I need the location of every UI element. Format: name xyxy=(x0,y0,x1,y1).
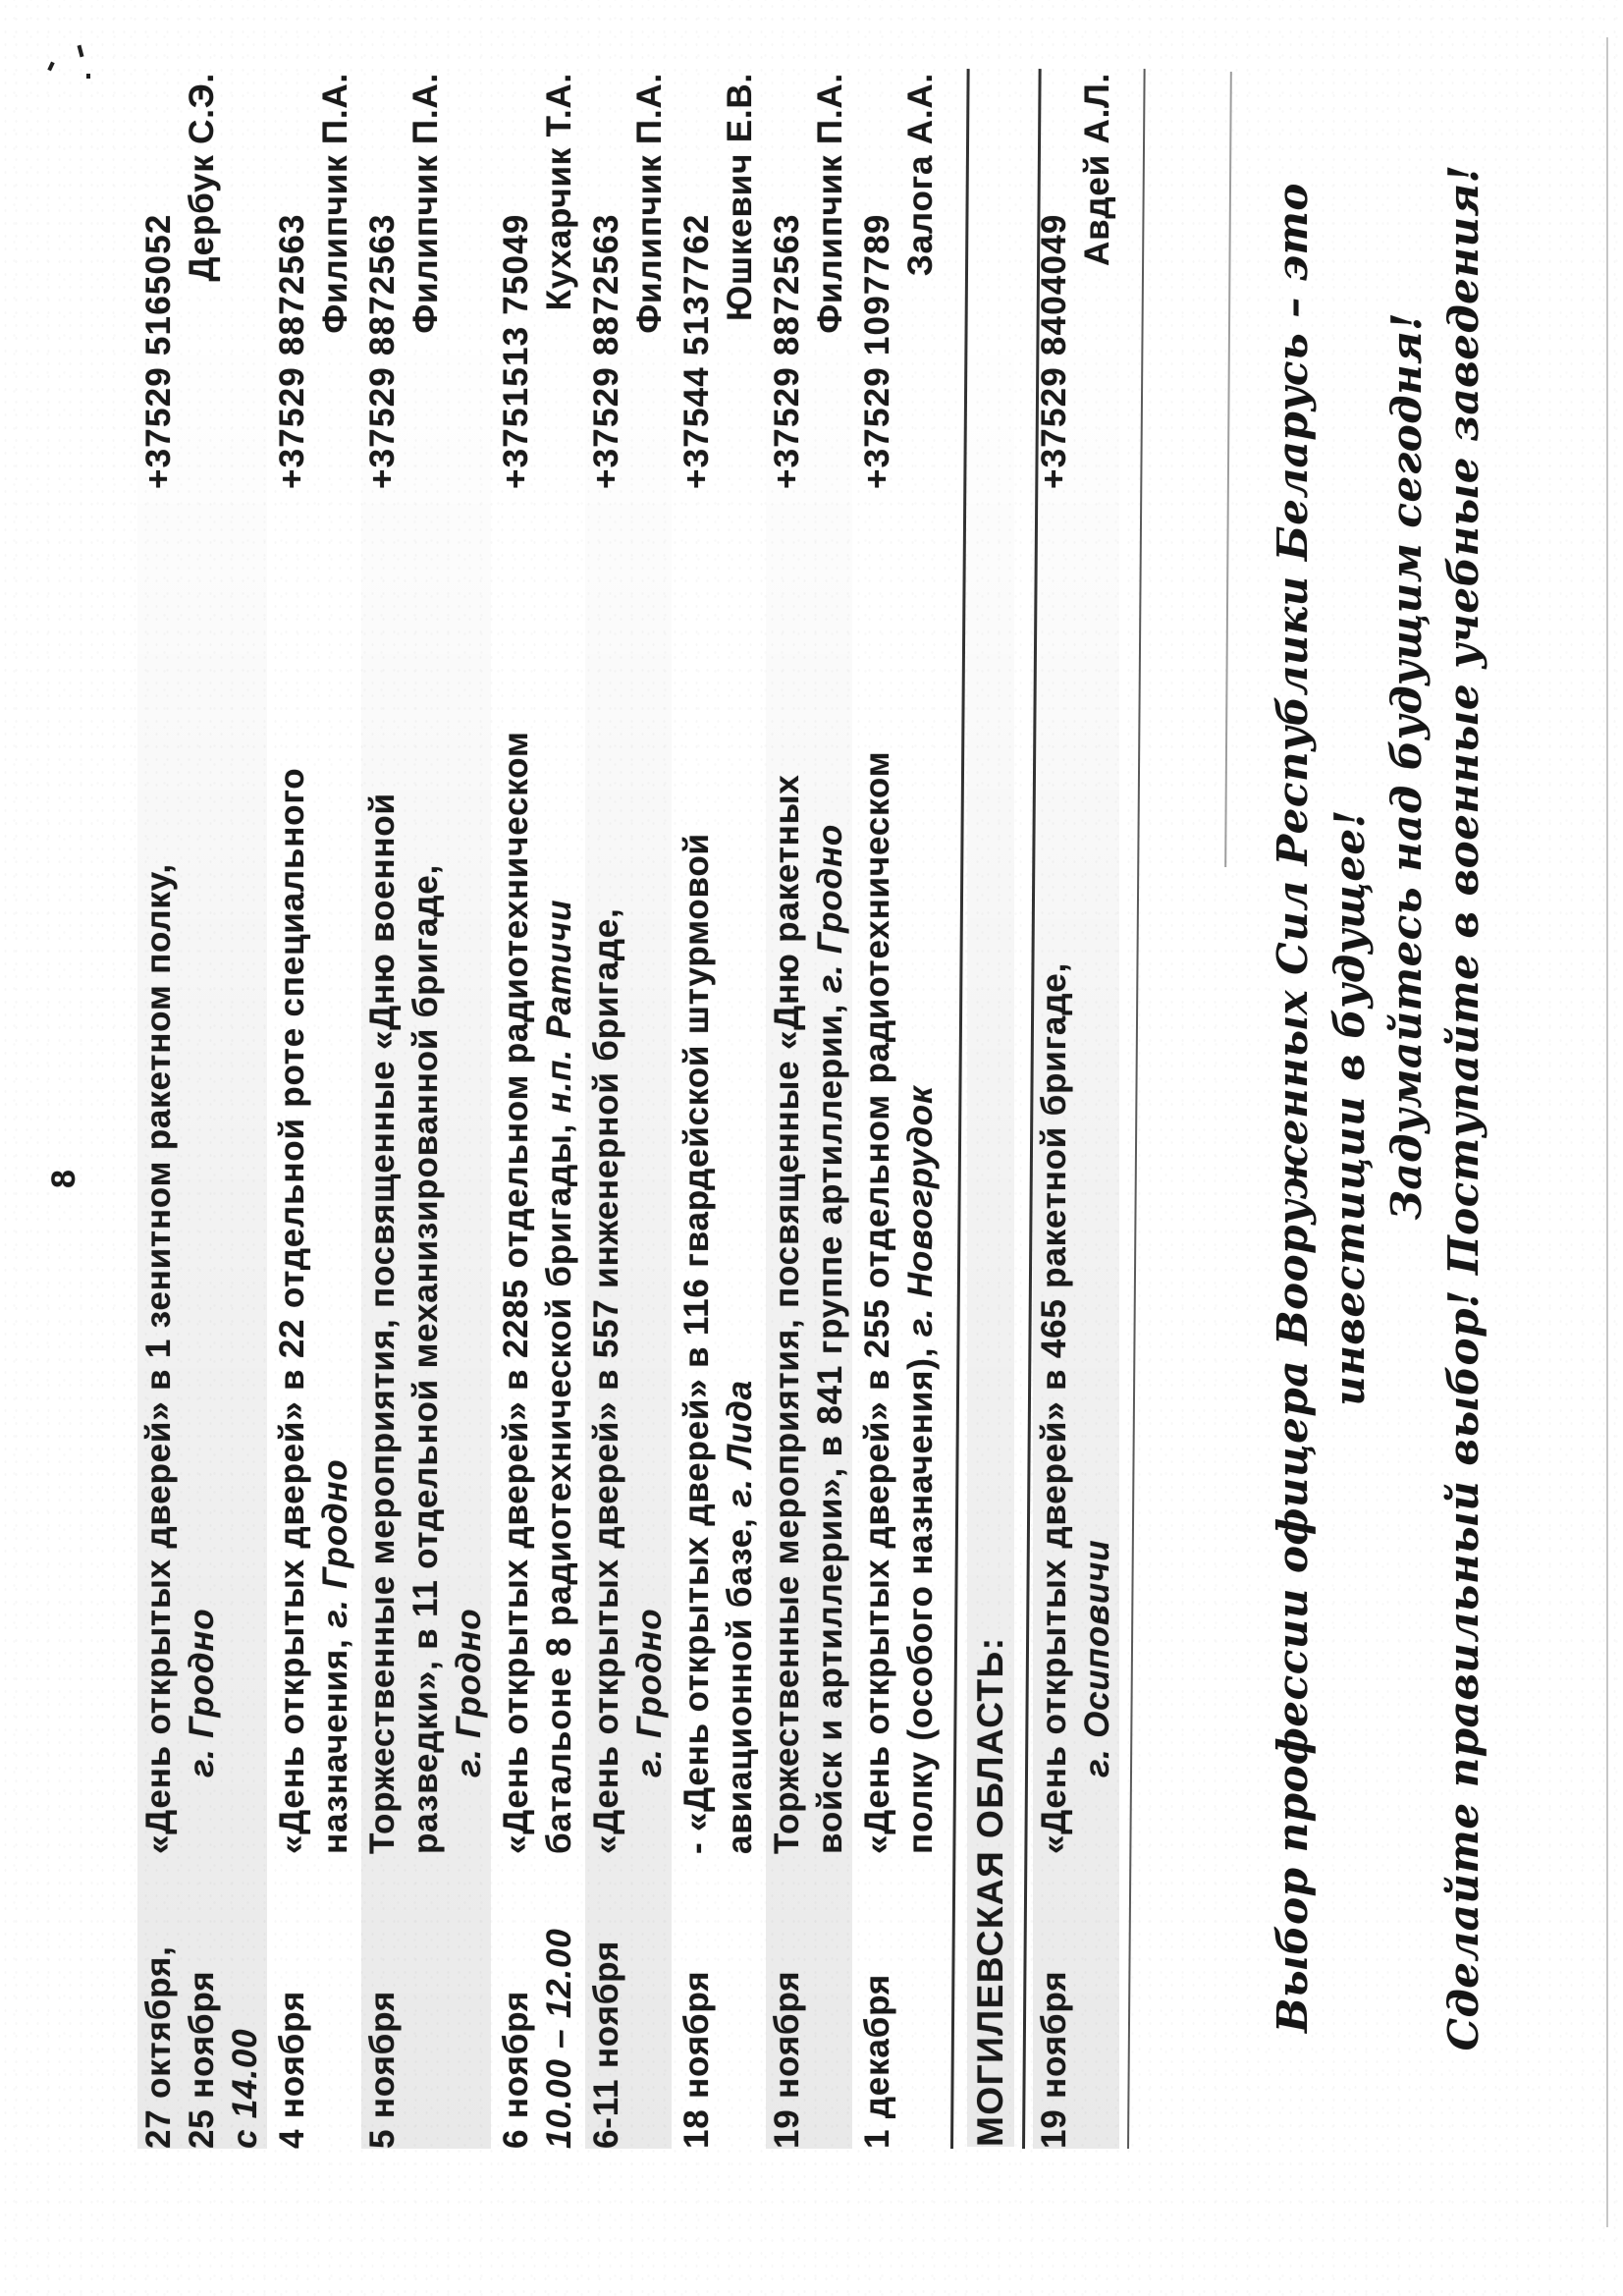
event-location: г. Гродно xyxy=(316,1458,354,1628)
date-line: 25 ноября xyxy=(183,1970,221,2149)
phone-number: +37529 8404049 xyxy=(1035,213,1073,489)
event-description xyxy=(137,489,267,1854)
event-contact xyxy=(271,67,357,489)
event-location: г. Лида xyxy=(721,1380,759,1507)
event-contact xyxy=(361,67,491,489)
date-line: 5 ноября xyxy=(363,1990,402,2149)
event-location: н.п. Ратичи xyxy=(540,899,578,1114)
event-date xyxy=(271,1854,357,2149)
event-contact xyxy=(676,67,762,489)
event-description xyxy=(766,489,852,1854)
event-contact xyxy=(856,67,943,489)
phone-number: +3751513 75049 xyxy=(497,213,535,489)
scan-speck xyxy=(86,74,90,79)
event-contact xyxy=(1033,67,1119,489)
schedule-row xyxy=(1033,67,1119,2149)
contact-name: Филипчик П.А. xyxy=(811,73,849,334)
date-time: с 14.00 xyxy=(226,2028,264,2149)
phone-number: +37529 8872563 xyxy=(768,213,806,489)
date-line: 19 ноября xyxy=(768,1970,806,2149)
schedule-row xyxy=(137,67,267,2149)
event-contact xyxy=(495,67,581,489)
event-date xyxy=(137,1854,267,2149)
event-date xyxy=(495,1854,581,2149)
desc-line: батальоне 8 радиотехнической бригады, н.п. Ратичи xyxy=(540,899,578,1854)
date-line: 4 ноября xyxy=(273,1990,311,2149)
date-line: 1 декабря xyxy=(858,1973,896,2149)
event-contact xyxy=(137,67,267,489)
event-description xyxy=(585,489,672,1854)
schedule-row xyxy=(361,67,491,2149)
date-time: 10.00 – 12.00 xyxy=(540,1928,578,2149)
desc-line: «День открытых дверей» в 557 инженерной бригаде, xyxy=(587,907,625,1854)
event-location: г. Гродно xyxy=(630,1608,669,1777)
phone-number: +37544 5137762 xyxy=(677,213,716,489)
date-line: 19 ноября xyxy=(1035,1970,1073,2149)
schedule-content xyxy=(137,67,1492,2149)
desc-line: авиационной базе, г. Лида xyxy=(721,1380,759,1854)
scan-speck xyxy=(47,62,54,72)
event-date xyxy=(1033,1854,1119,2149)
event-location: г. Гродно xyxy=(183,1608,221,1777)
phone-number: +37529 5165052 xyxy=(139,213,178,489)
phone-number: +37529 8872563 xyxy=(363,213,402,489)
schedule-row xyxy=(495,67,581,2149)
contact-name: Кухарчик Т.А. xyxy=(540,73,578,311)
event-location: г. Гродно xyxy=(450,1608,488,1777)
desc-line: разведки», в 11 отдельной механизированной бригаде, xyxy=(406,863,445,1854)
event-location: г. Осиповичи xyxy=(1078,1539,1116,1777)
schedule-row xyxy=(271,67,357,2149)
footer-slogan-2: Задумайтесь над будущим сегодня! xyxy=(1382,312,1431,1221)
schedule-row xyxy=(676,67,762,2149)
footer-slogans xyxy=(1265,67,1492,2149)
desc-line: «День открытых дверей» в 22 отдельной роте специального xyxy=(273,767,311,1854)
event-description xyxy=(856,489,943,1854)
footer-slogan-3: Сделайте правильный выбор! Поступайте в военные учебные заведения! xyxy=(1439,164,1488,2051)
date-line: 18 ноября xyxy=(677,1970,716,2149)
desc-line: назначения, г. Гродно xyxy=(316,1458,354,1854)
date-line: 27 октября, xyxy=(139,1945,178,2149)
event-description xyxy=(361,489,491,1854)
desc-line: «День открытых дверей» в 465 ракетной бригаде, xyxy=(1035,961,1073,1854)
contact-name: Дербук С.Э. xyxy=(183,73,221,282)
event-date xyxy=(361,1854,491,2149)
scan-streak-line xyxy=(1606,37,1608,2227)
scan-speck xyxy=(78,45,84,58)
desc-line: - «День открытых дверей» в 116 гвардейской штурмовой xyxy=(677,833,716,1854)
desc-line: «День открытых дверей» в 2285 отдельном радиотехническом xyxy=(497,731,535,1854)
phone-number: +37529 8872563 xyxy=(273,213,311,489)
contact-name: Залога А.А. xyxy=(901,73,940,277)
desc-line: «День открытых дверей» в 1 зенитном ракетном полку, xyxy=(139,863,178,1854)
event-contact xyxy=(766,67,852,489)
footer-slogan-1: Выбор профессии офицера Вооруженных Сил Республики Беларусь – это инвестиции в будущее! xyxy=(1269,183,1374,2033)
event-description xyxy=(1033,489,1119,1854)
page-number: 8 xyxy=(45,1170,82,1188)
event-date xyxy=(856,1854,943,2149)
phone-number: +37529 8872563 xyxy=(587,213,625,489)
event-description xyxy=(495,489,581,1854)
contact-name: Филипчик П.А. xyxy=(406,73,445,334)
schedule-row xyxy=(766,67,852,2149)
event-description xyxy=(676,489,762,1854)
phone-number: +37529 1097789 xyxy=(858,213,896,489)
desc-line: войск и артиллерии», в 841 группе артиллерии, г. Гродно xyxy=(811,823,849,1854)
event-date xyxy=(585,1854,672,2149)
event-description xyxy=(271,489,357,1854)
desc-line: Торжественные мероприятия, посвященные «Дню ракетных xyxy=(768,774,806,1854)
date-line: 6-11 ноября xyxy=(587,1940,625,2149)
contact-name: Филипчик П.А. xyxy=(316,73,354,334)
desc-line: «День открытых дверей» в 255 отдельном радиотехническом xyxy=(858,750,896,1854)
event-date xyxy=(766,1854,852,2149)
divider-rule xyxy=(1127,69,1146,2149)
event-date xyxy=(676,1854,762,2149)
desc-line: полку (особого назначения), г. Новогрудок xyxy=(901,1085,940,1854)
event-location: г. Новогрудок xyxy=(901,1085,940,1338)
contact-name: Авдей А.Л. xyxy=(1078,73,1116,266)
schedule-row xyxy=(585,67,672,2149)
date-line: 6 ноября xyxy=(497,1990,535,2149)
schedule-row xyxy=(856,67,943,2149)
contact-name: Юшкевич Е.В. xyxy=(721,73,759,321)
contact-name: Филипчик П.А. xyxy=(630,73,669,334)
region-header: МОГИЛЕВСКАЯ ОБЛАСТЬ: xyxy=(967,67,1014,2147)
event-contact xyxy=(585,67,672,489)
desc-line: Торжественные мероприятия, посвященные «Дню военной xyxy=(363,793,402,1854)
event-location: г. Гродно xyxy=(811,823,849,994)
